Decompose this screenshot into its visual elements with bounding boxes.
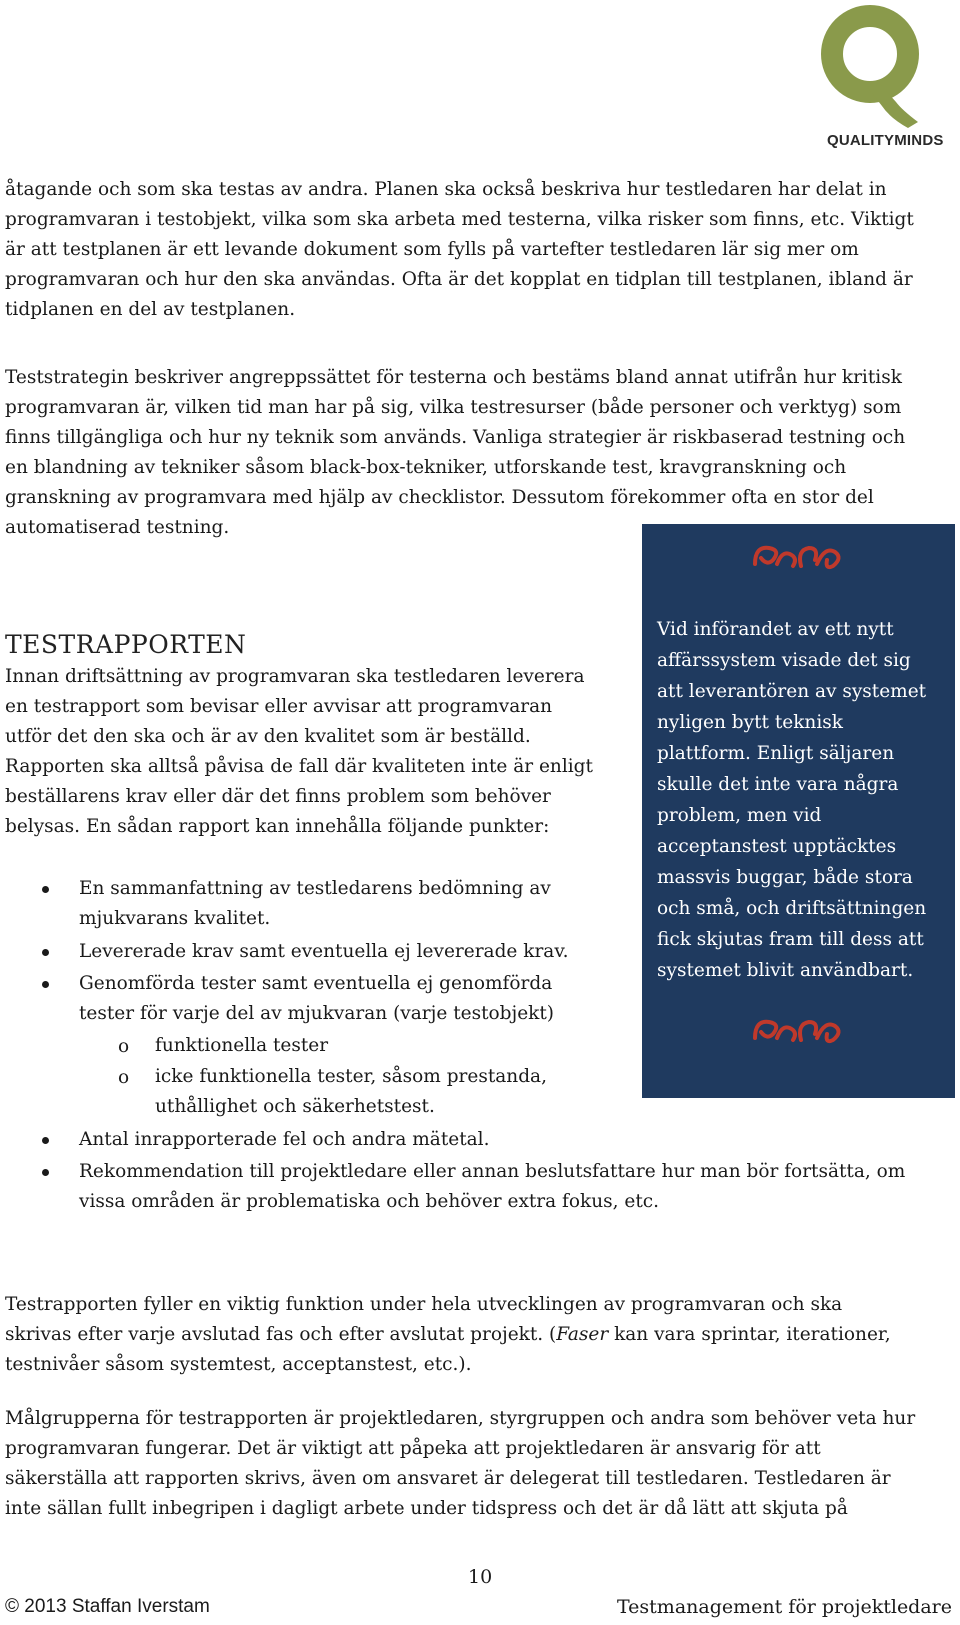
text-segment: kan vara sprintar, iterationer,: [608, 1324, 891, 1345]
bullet-marker: [42, 949, 49, 956]
fleuron-ornament-icon: [747, 1014, 847, 1046]
text-line: tidplanen en del av testplanen.: [5, 299, 296, 320]
text-line: Testrapporten fyller en viktig funktion under hela utvecklingen av programvaran och ska: [5, 1294, 843, 1315]
page-number: 10: [468, 1566, 493, 1588]
report-paragraph: [5, 1290, 935, 1380]
text-line: finns tillgängliga och hur ny teknik som används. Vanliga strategier är riskbaserad testning och: [5, 427, 906, 448]
logo-text: QUALITYMINDS: [827, 132, 944, 149]
text-line: uthållighet och säkerhetstest.: [155, 1096, 435, 1117]
sub-list-item: [155, 1062, 547, 1122]
text-line: beställarens krav eller där det finns problem som behöver: [5, 786, 551, 807]
text-line: åtagande och som ska testas av andra. Planen ska också beskriva hur testledaren har delat in: [5, 179, 887, 200]
text-line: affärssystem visade det sig: [657, 650, 911, 671]
text-line: programvaran är, vilken tid man har på sig, vilka testresurser (både personer och verktyg) som: [5, 397, 902, 418]
list-item: Levererade krav samt eventuella ej levererade krav.: [79, 941, 569, 962]
text-line: Genomförda tester samt eventuella ej genomförda: [79, 973, 553, 994]
text-line: utför det den ska och är av den kvalitet som är beställd.: [5, 726, 531, 747]
text-line: en blandning av tekniker såsom black-box-tekniker, utforskande test, kravgranskning och: [5, 457, 847, 478]
text-line: Målgrupperna för testrapporten är projektledaren, styrgruppen och andra som behöver veta hur: [5, 1408, 916, 1429]
bullet-marker: [42, 1137, 49, 1144]
text-line: granskning av programvara med hjälp av checklistor. Dessutom förekommer ofta en stor del: [5, 487, 874, 508]
strategy-paragraph: [5, 363, 935, 543]
text-line: automatiserad testning.: [5, 517, 230, 538]
text-line: acceptanstest upptäcktes: [657, 836, 897, 857]
text-line: vissa områden är problematiska och behöver extra fokus, etc.: [79, 1191, 660, 1212]
intro-paragraph: [5, 175, 935, 325]
text-line: är att testplanen är ett levande dokument som fylls på vartefter testledaren lär sig mer om: [5, 239, 859, 260]
sub-bullet-marker: o: [118, 1036, 130, 1057]
text-line: säkerställa att rapporten skrivs, även om ansvaret är delegerat till testledaren. Testledaren är: [5, 1468, 891, 1489]
sidebar-text: [657, 614, 947, 986]
list-item: [79, 969, 554, 1029]
text-line: Innan driftsättning av programvaran ska testledaren leverera: [5, 666, 585, 687]
footer-copyright: © 2013 Staffan Iverstam: [5, 1596, 210, 1617]
text-line: nyligen bytt teknisk: [657, 712, 843, 733]
text-line: icke funktionella tester, såsom prestanda,: [155, 1066, 547, 1087]
text-line: Rekommendation till projektledare eller annan beslutsfattare hur man bör fortsätta, om: [79, 1161, 906, 1182]
text-line: Vid införandet av ett nytt: [657, 619, 894, 640]
text-line: [5, 1320, 935, 1350]
text-line: massvis buggar, både stora: [657, 867, 913, 888]
text-line: belysas. En sådan rapport kan innehålla följande punkter:: [5, 816, 550, 837]
text-line: mjukvarans kvalitet.: [79, 908, 271, 929]
text-line: testnivåer såsom systemtest, acceptanstest, etc.).: [5, 1354, 472, 1375]
q-logo-icon: [818, 4, 926, 128]
footer-title: Testmanagement för projektledare: [616, 1596, 952, 1618]
text-line: att leverantören av systemet: [657, 681, 927, 702]
text-line: problem, men vid: [657, 805, 822, 826]
sidebar-callout: [642, 524, 955, 1098]
text-line: programvaran i testobjekt, vilka som ska arbeta med testerna, vilka risker som finns, etc. Viktigt: [5, 209, 914, 230]
text-line: En sammanfattning av testledarens bedömning av: [79, 878, 551, 899]
section-heading: TESTRAPPORTEN: [5, 630, 247, 659]
list-item: [79, 1157, 949, 1217]
text-line: skulle det inte vara några: [657, 774, 899, 795]
sub-bullet-marker: o: [118, 1067, 130, 1088]
list-item: Antal inrapporterade fel och andra mätetal.: [79, 1129, 490, 1150]
text-line: Teststrategin beskriver angreppssättet för testerna och bestäms bland annat utifrån hur kritisk: [5, 367, 902, 388]
bullet-marker: [42, 981, 49, 988]
italic-term: Faser: [556, 1324, 609, 1345]
fleuron-ornament-icon: [747, 540, 847, 572]
text-line: och små, och driftsättningen: [657, 898, 927, 919]
text-line: systemet blivit användbart.: [657, 960, 914, 981]
text-segment: skrivas efter varje avslutad fas och efter avslutat projekt. (: [5, 1324, 557, 1345]
section-paragraph: [5, 662, 630, 842]
text-line: fick skjutas fram till dess att: [657, 929, 924, 950]
list-item: [79, 874, 551, 934]
bullet-marker: [42, 886, 49, 893]
bullet-marker: [42, 1169, 49, 1176]
text-line: Rapporten ska alltså påvisa de fall där kvaliteten inte är enligt: [5, 756, 593, 777]
sub-list-item: funktionella tester: [155, 1035, 329, 1056]
text-line: plattform. Enligt säljaren: [657, 743, 895, 764]
text-line: programvaran fungerar. Det är viktigt att påpeka att projektledaren är ansvarig för att: [5, 1438, 821, 1459]
text-line: tester för varje del av mjukvaran (varje testobjekt): [79, 1003, 555, 1024]
text-line: inte sällan fullt inbegripen i dagligt arbete under tidspress och det är då lätt att skjuta på: [5, 1498, 848, 1519]
target-paragraph: [5, 1404, 935, 1524]
text-line: en testrapport som bevisar eller avvisar att programvaran: [5, 696, 553, 717]
text-line: programvaran och hur den ska användas. Ofta är det kopplat en tidplan till testplanen, ibland är: [5, 269, 913, 290]
